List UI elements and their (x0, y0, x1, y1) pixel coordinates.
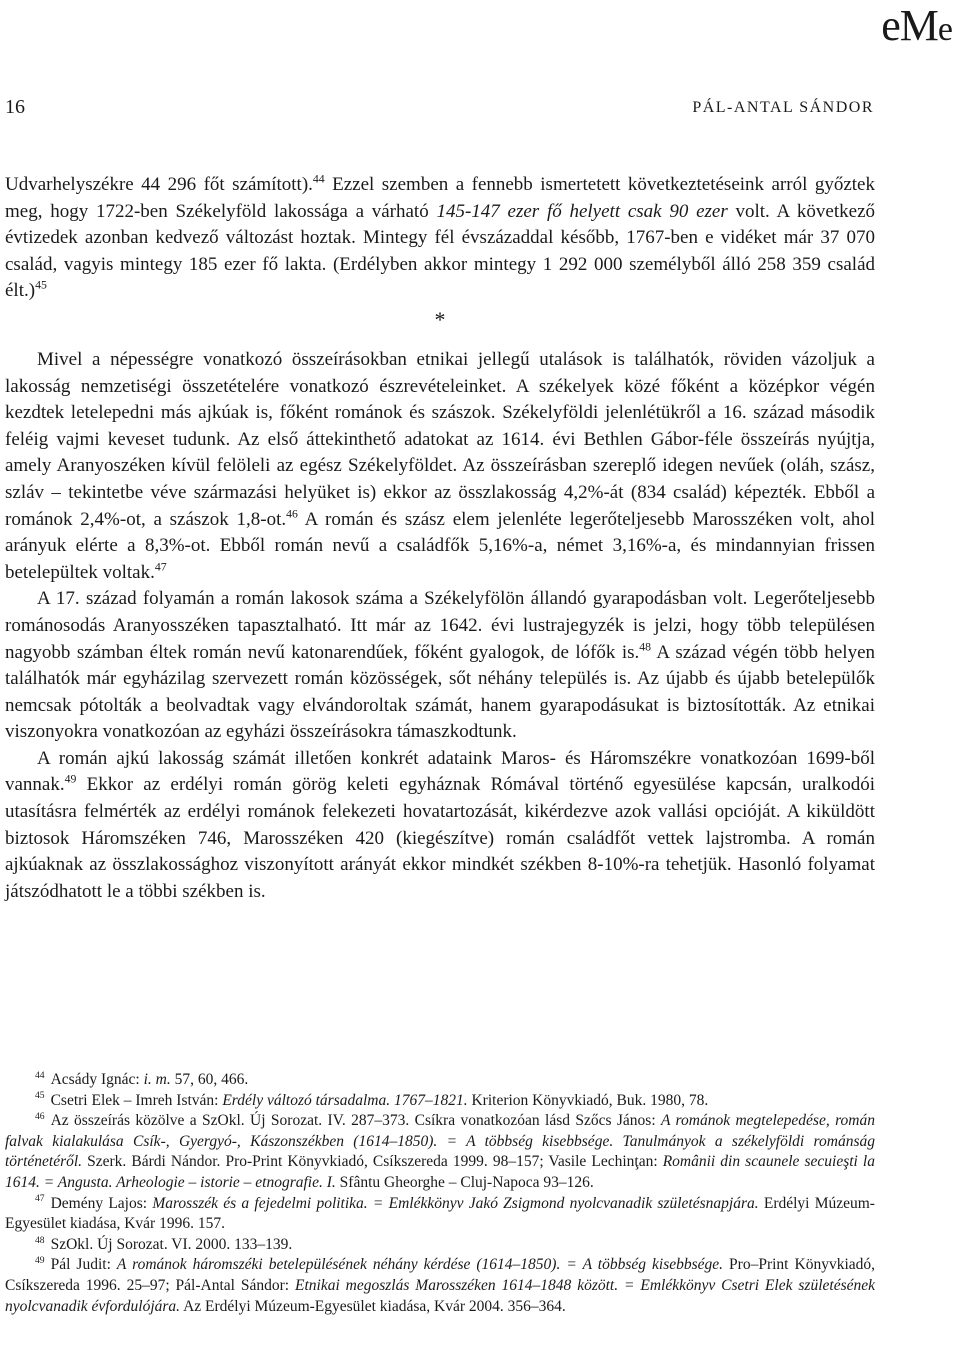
footnote-ref-44: 44 (312, 172, 325, 186)
footnote-ref-48: 48 (639, 640, 652, 654)
paragraph-3: A 17. század folyamán a román lakosok száma a Székelyfölön állandó gyarapodásban volt. Legerőteljesebb románosodás Aranyosszéken tapasztalható. Itt már az 1642. évi lustrajegyzék is jelzi, hogy több településen nagyobb számban éltek román nevű katonarendűek, főként gyalogok, de lófők is.$^{48}$ A század végén több helyen találhatók már egyházilag szervezett román közösségek, sőt néhány település is. Az újabb és újabb betelepülők nemcsak pótolták a beolvadtak vagy elvándoroltak számát, hanem gyarapodásukat is biztosították. Az etnikai viszonyokra vonatkozóan az egyházi összeírásokra támaszkodtunk. (5, 588, 875, 743)
journal-logo (881, 1, 952, 52)
footnote-ref-46: 46 (286, 507, 298, 521)
section-divider-asterisk: * (434, 306, 446, 332)
logo-letter-e1: e (881, 1, 900, 50)
running-head: PÁL-ANTAL SÁNDOR (692, 99, 874, 116)
footnote-44: $^{44}$ Acsády Ignác: i. m. 57, 60, 466. (35, 1069, 249, 1088)
main-text (5, 172, 875, 905)
footnote-ref-49: 49 (64, 773, 77, 787)
footnote-49: $^{49}$ Pál Judit: A románok háromszéki betelepülésének néhány kérdése (1614–1850). = A többség kisebbsége. Pro–Print Könyvkiadó, Csíkszereda 1996. 25–97; Pál-Antal Sándor: Etnikai megoszlás Marosszéken 1614–1848 között. = Emlékkönyv Csetri Elek születésének nyolcvanadik évfordulójára. Az Erdélyi Múzeum-Egyesület kiadása, Kvár 2004. 356–364. (5, 1255, 876, 1315)
footnote-ref-47: 47 (154, 560, 167, 574)
footnote-48: $^{48}$ SzOkl. Új Sorozat. VI. 2000. 133–139. (35, 1234, 293, 1253)
logo-letter-e2: e (937, 11, 952, 48)
footnote-ref-45: 45 (35, 279, 47, 293)
footnote-46: $^{46}$ Az összeírás közölve a SzOkl. Új Sorozat. IV. 287–373. Csíkra vonatkozóan lásd Szőcs János: A románok megtelepedése, román falvak kialakulása Csík-, Gyergyó-, Kászonszékben (1614–1850). = A többség kisebbsége. Tanulmányok a székelyföldi románság történetéről. Szerk. Bárdi Nándor. Pro-Print Könyvkiadó, Csíkszereda 1999. 98–157; Vasile Lechinţan: Românii din scaunele secuieşti la 1614. = Angusta. Arheologie – istorie – etnografie. I. Sfântu Gheorghe – Cluj-Napoca 93–126. (5, 1111, 875, 1191)
footnotes (5, 1070, 875, 1317)
footnote-45: $^{45}$ Csetri Elek – Imreh István: Erdély változó társadalma. 1767–1821. Kriterion Könyvkiadó, Buk. 1980, 78. (35, 1090, 709, 1109)
paragraph-2: Mivel a népességre vonatkozó összeírásokban etnikai jellegű utalások is találhatók, röviden vázoljuk a lakosság nemzetiségi összetételére vonatkozó észrevételeinket. A székelyek közé főként a középkor végén kezdtek letelepedni más ajkúak is, főként románok és szászok. Székelyföldi jelenlétükről a 16. század második feléig vajmi keveset tudunk. Az első áttekinthető adatokat az 1614. évi Bethlen Gábor-féle összeírás nyújtja, amely Aranyoszéken kívül felöleli az egész Székelyföldet. Az összeírásban szereplő idegen nevűek (oláh, szász, szláv – tekintetbe véve származási helyüket is) ekkor az összlakosság 4,2%-át (834 család) képezték. Ebből a románok 2,4%-ot, a szászok 1,8-ot.$^{46}$ A román és szász elem jelenléte legerőteljesebb Marosszéken volt, ahol arányuk elérte a 8,3%-ot. Ebből román nevű a családfők 5,16%-a, német 3,16%-a, és mindannyian frissen betelepültek voltak.$^{47}$ (5, 348, 875, 583)
logo-letter-m: M (899, 1, 938, 50)
footnote-47: $^{47}$ Demény Lajos: Marosszék és a fejedelmi politika. = Emlékkönyv Jakó Zsigmond nyolcvanadik születésnapjára. Erdélyi Múzeum-Egyesület kiadása, Kvár 1996. 157. (5, 1193, 875, 1233)
paragraph-1: Udvarhelyszékre 44 296 főt számított).$^{44}$ Ezzel szemben a fennebb ismertetett következtetéseink arról győztek meg, hogy 1722-ben Székelyföld lakossága a várható 145-147 ezer fő helyett csak 90 ezer volt. A következő évtizedek azonban kedvező változást hoztak. Mintegy fél évszázaddal később, 1767-ben e vidéket már 37 070 család, vagyis mintegy 185 ezer fő lakta. (Erdélyben akkor mintegy 1 292 000 személyből álló 258 359 család élt.)$^{45}$ (5, 172, 875, 302)
paragraph-4: A román ajkú lakosság számát illetően konkrét adataink Maros- és Háromszékre vonatkozóan 1699-ből vannak.$^{49}$ Ekkor az erdélyi román görög keleti egyháznak Rómával történő egyesülése kapcsán, uralkodói utasításra felmérték az erdélyi románok felekezeti hovatartozását, kikérdezve azok vallási opcióját. A kiküldött biztosok Háromszéken 746, Marosszéken 420 (kiegészítve) román családfőt vettek lajstromba. A román ajkúaknak az összlakossághoz viszonyított arányát ekkor mindkét székben 8-10%-ra tehetjük. Hasonló folyamat játszódhatott le a többi székben is. (5, 747, 875, 902)
page-number: 16 (5, 96, 25, 118)
